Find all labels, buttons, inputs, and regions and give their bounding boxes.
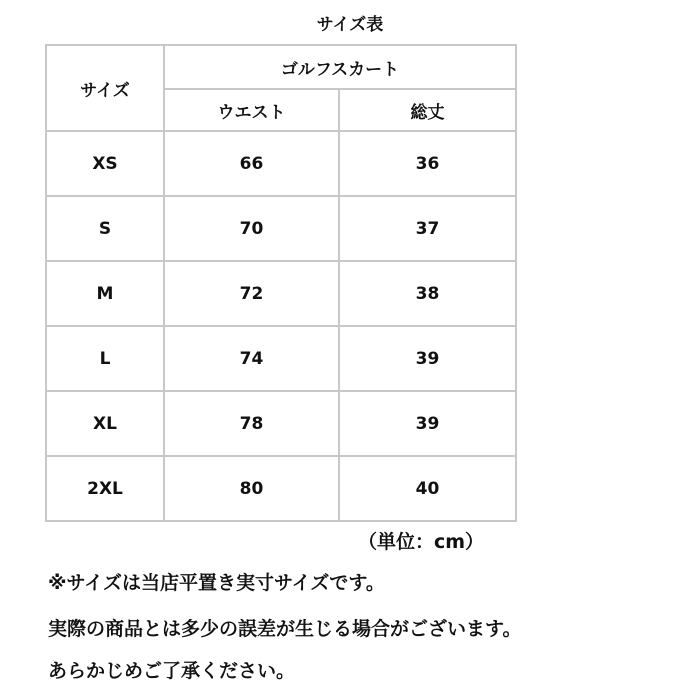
waist-cell: 72: [164, 261, 339, 326]
waist-cell: 70: [164, 196, 339, 261]
table-row: [46, 456, 516, 521]
note-line: あらかじめご了承ください。: [48, 660, 296, 682]
size-cell: S: [46, 196, 164, 261]
table-header-row: [46, 45, 516, 89]
note-line: 実際の商品とは多少の誤差が生じる場合がございます。: [48, 618, 522, 640]
table-row: [46, 261, 516, 326]
size-cell: L: [46, 326, 164, 391]
length-cell: 40: [339, 456, 516, 521]
table-row: [46, 326, 516, 391]
page-title: サイズ表: [316, 15, 384, 35]
waist-cell: 66: [164, 131, 339, 196]
waist-cell: 80: [164, 456, 339, 521]
size-table: [45, 44, 517, 522]
waist-column-header: ウエスト: [164, 89, 339, 131]
unit-note: （単位：cm）: [358, 531, 485, 553]
length-cell: 39: [339, 391, 516, 456]
length-cell: 38: [339, 261, 516, 326]
waist-cell: 78: [164, 391, 339, 456]
waist-cell: 74: [164, 326, 339, 391]
length-cell: 36: [339, 131, 516, 196]
length-column-header: 総丈: [339, 89, 516, 131]
size-column-header: サイズ: [46, 45, 164, 131]
length-cell: 37: [339, 196, 516, 261]
size-cell: M: [46, 261, 164, 326]
table-row: [46, 131, 516, 196]
note-line: ※サイズは当店平置き実寸サイズです。: [48, 572, 385, 594]
size-cell: XL: [46, 391, 164, 456]
length-cell: 39: [339, 326, 516, 391]
table-row: [46, 391, 516, 456]
size-cell: 2XL: [46, 456, 164, 521]
table-row: [46, 196, 516, 261]
product-group-header: ゴルフスカート: [164, 45, 516, 89]
size-cell: XS: [46, 131, 164, 196]
